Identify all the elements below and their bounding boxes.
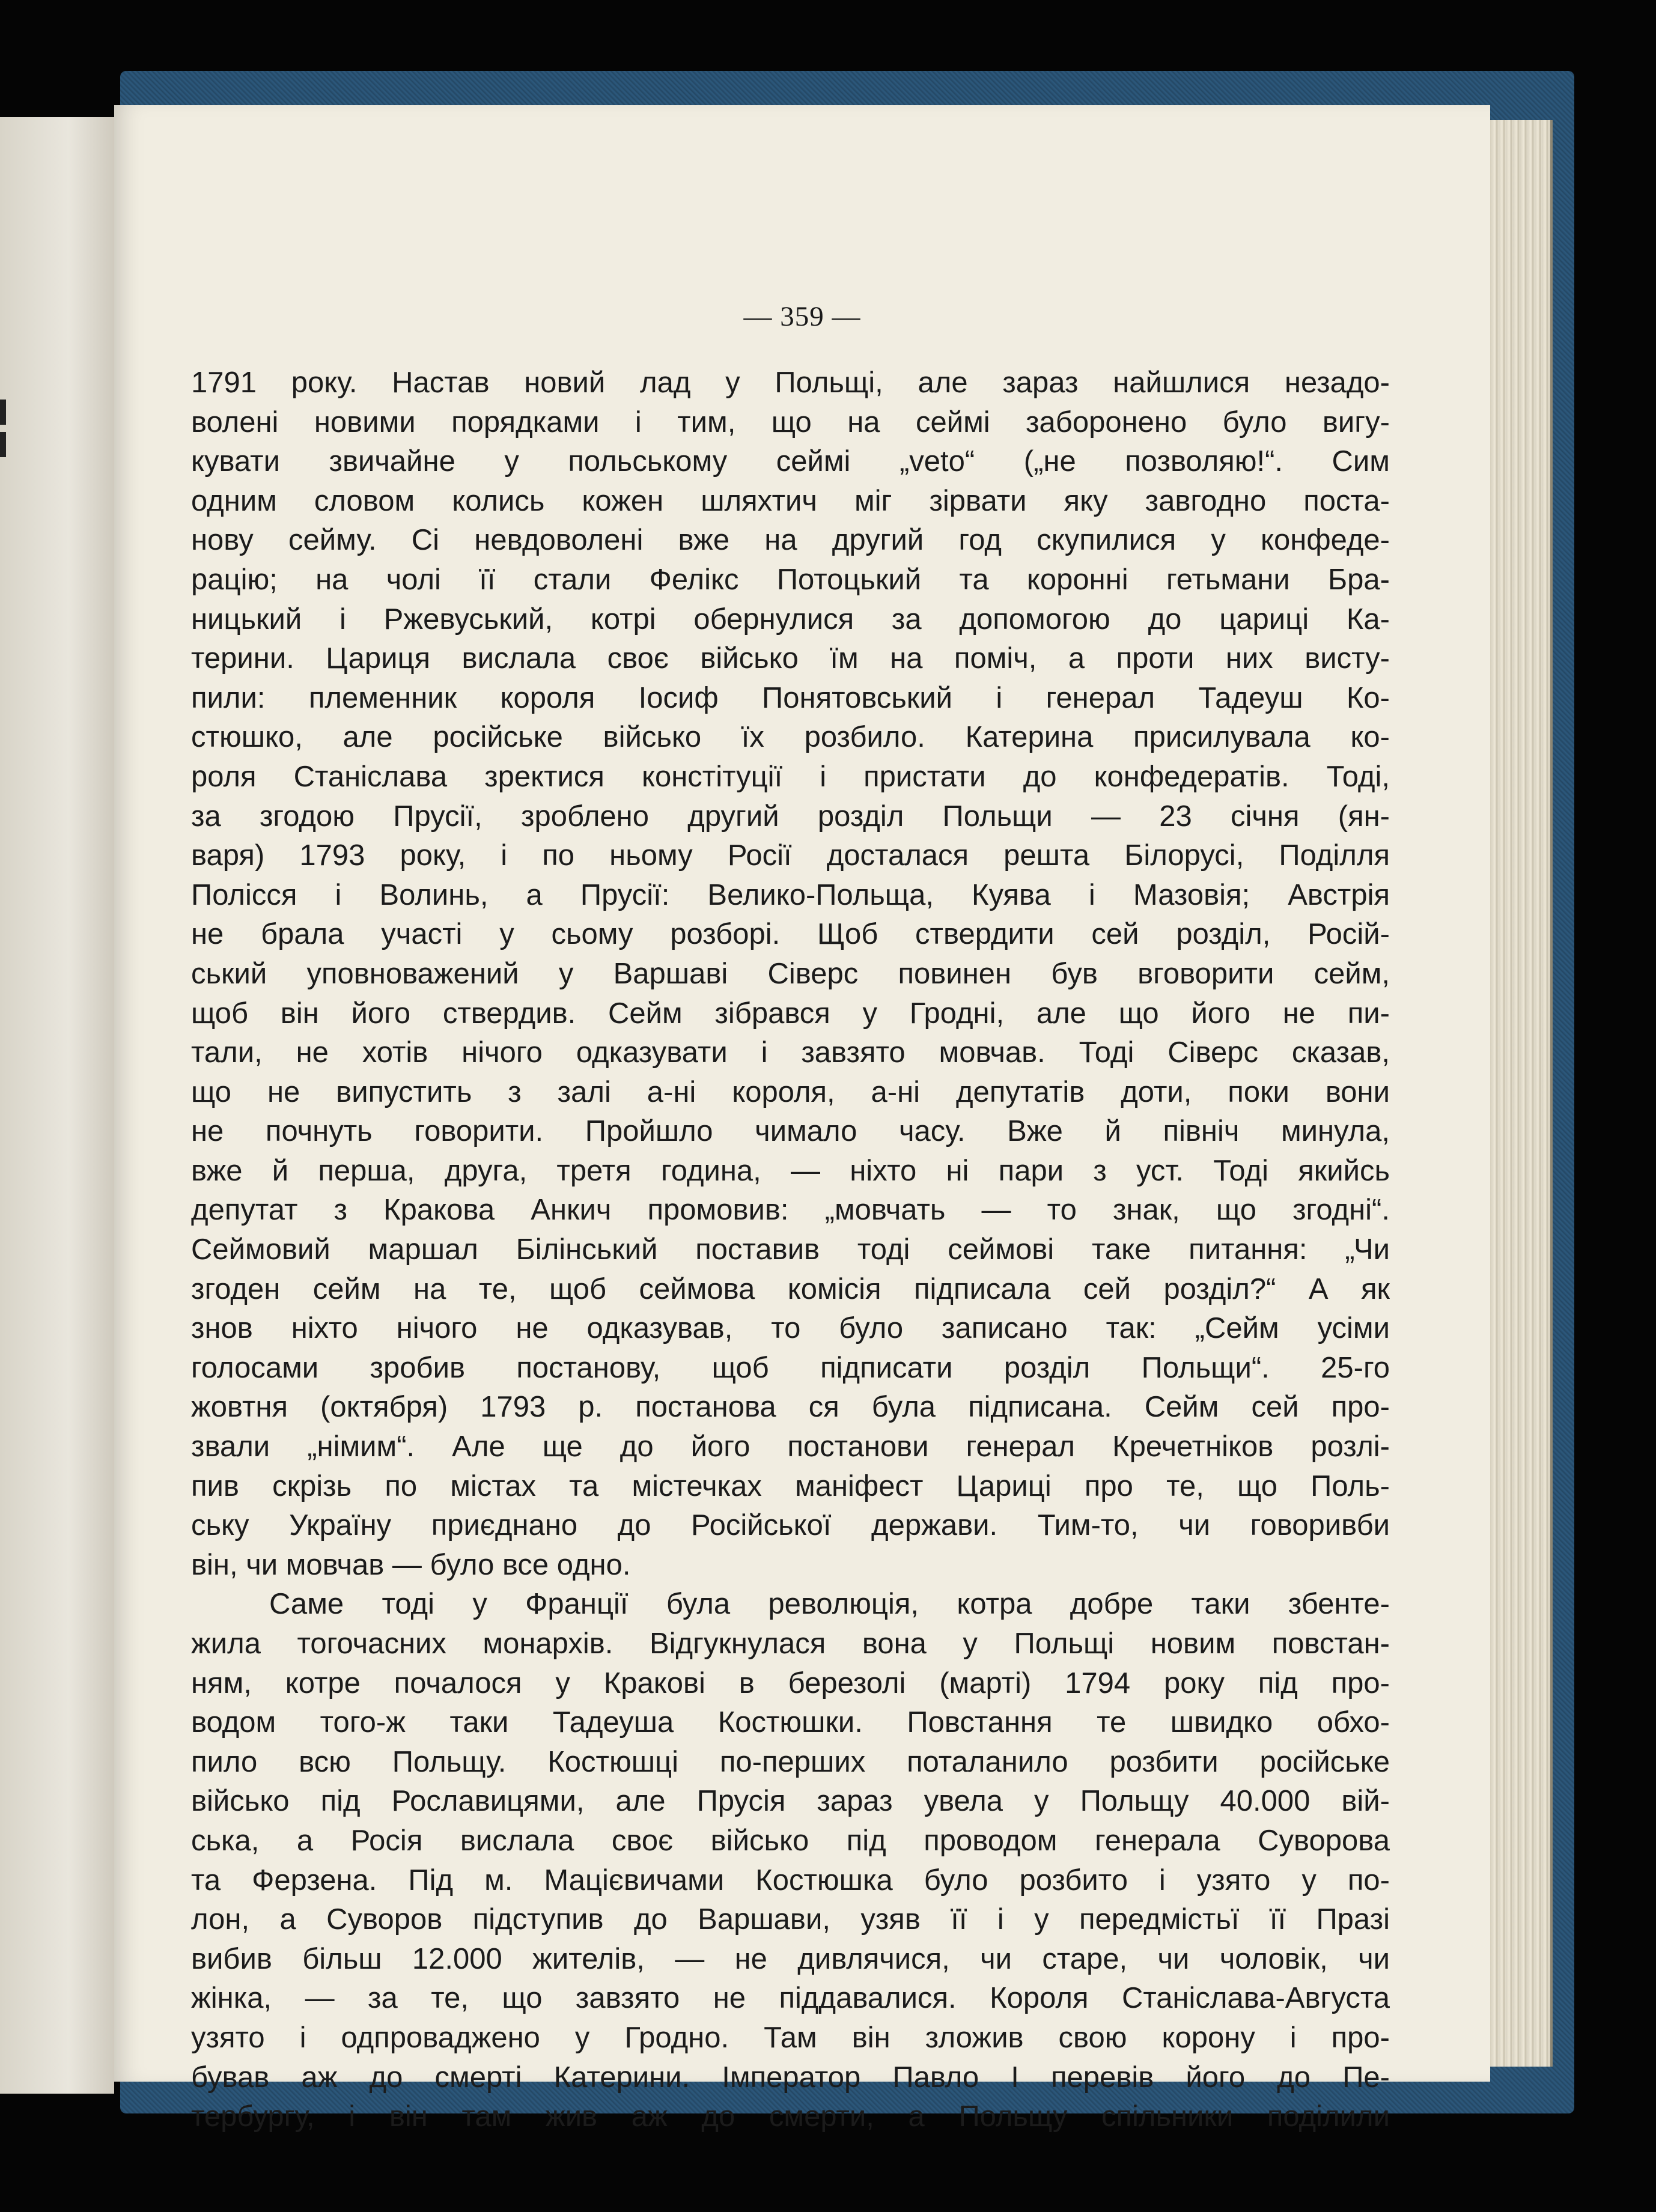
- text-line: волені новими порядками і тим, що на сеймі заборонено було вигу-: [191, 406, 1390, 439]
- text-line: водом того-ж таки Тадеуша Костюшки. Повстання те швидко обхо-: [191, 1706, 1390, 1739]
- text-line: лон, а Суворов підступив до Варшави, узяв її і у передмістьї її Празі: [191, 1903, 1390, 1936]
- text-line: жовтня (октября) 1793 р. постанова ся була підписана. Сейм сей про-: [191, 1391, 1390, 1424]
- text-line: він, чи мовчав — було все одно.: [191, 1548, 631, 1581]
- text-line: жінка, — за те, що завзято не піддавалися. Короля Станіслава-Августа: [191, 1982, 1390, 2015]
- text-line: вже й перша, друга, третя година, — ніхто ні пари з уст. Тоді якийсь: [191, 1154, 1390, 1187]
- text-line: що не випустить з залі а-ні короля, а-ні депутатів доти, поки вони: [191, 1075, 1390, 1108]
- text-line: згоден сейм на те, щоб сеймова комісія підписала сей розділ?“ А як: [191, 1272, 1390, 1305]
- text-line: пив скрізь по містах та містечках маніфест Цариці про те, що Поль-: [191, 1469, 1390, 1503]
- text-line: Сеймовий маршал Білінський поставив тоді сеймові таке питання: „Чи: [191, 1233, 1390, 1266]
- paragraph-1: [191, 363, 1390, 1585]
- text-line: пили: племенник короля Іосиф Понятовський і генерал Тадеуш Ко-: [191, 681, 1390, 714]
- text-line: та Ферзена. Під м. Мацієвичами Костюшка було розбито і узято у по-: [191, 1864, 1390, 1897]
- text-line: рацію; на чолі її стали Фелікс Потоцький та коронні гетьмани Бра-: [191, 563, 1390, 596]
- text-line: кувати звичайне у польському сеймі „veto“ („не позволяю!“. Сим: [191, 445, 1390, 478]
- text-line: голосами зробив постанову, щоб підписати розділ Польщи“. 25-го: [191, 1351, 1390, 1384]
- text-line: тали, не хотів нічого одказувати і завзято мовчав. Тоді Сіверс сказав,: [191, 1036, 1390, 1069]
- text-line: вибив більш 12.000 жителів, — не дивлячися, чи старе, чи чоловік, чи: [191, 1942, 1390, 1975]
- text-line: ський уповноважений у Варшаві Сіверс повинен був вговорити сейм,: [191, 957, 1390, 990]
- text-line: ська, а Росія вислала своє військо під проводом генерала Суворова: [191, 1824, 1390, 1857]
- text-line: одним словом колись кожен шляхтич міг зірвати яку завгодно поста-: [191, 484, 1390, 517]
- text-line: тербургу, і він там жив аж до смерти, а Польщу спільники поділили: [191, 2100, 1390, 2133]
- text-line: депутат з Кракова Анкич промовив: „мовчать — то знак, що згодні“.: [191, 1194, 1390, 1227]
- left-facing-page: [0, 117, 114, 2094]
- text-line: 1791 року. Настав новий лад у Польщі, але зараз найшлися незадо-: [191, 366, 1390, 399]
- text-line: ську Україну приєднано до Російської держави. Тим-то, чи говоривби: [191, 1509, 1390, 1542]
- text-line: не почнуть говорити. Пройшло чимало часу. Вже й північ минула,: [191, 1115, 1390, 1148]
- page-number: — 359 —: [743, 301, 861, 332]
- left-page-text-fragments: [0, 400, 8, 490]
- text-line: за згодою Прусії, зроблено другий розділ Польщи — 23 січня (ян-: [191, 800, 1390, 833]
- text-line: Саме тоді у Франції була революція, котра добре таки збенте-: [269, 1588, 1390, 1621]
- text-line: жила тогочасних монархів. Відгукнулася вона у Польщі новим повстан-: [191, 1627, 1390, 1660]
- text-line: Полісся і Волинь, а Прусії: Велико-Польща, Куява і Мазовія; Австрія: [191, 878, 1390, 911]
- text-line: нову сейму. Сі невдоволені вже на другий год скупилися у конфеде-: [191, 524, 1390, 557]
- text-line: узято і одпроваджено у Гродно. Там він зложив свою корону і про-: [191, 2021, 1390, 2054]
- text-line: ницький і Ржевуський, котрі обернулися за допомогою до цариці Ка-: [191, 603, 1390, 636]
- text-line: ням, котре почалося у Кракові в березолі (марті) 1794 року під про-: [191, 1667, 1390, 1700]
- book-page: [114, 105, 1490, 2133]
- paragraph-2: [191, 1585, 1390, 2136]
- text-line: щоб він його ствердив. Сейм зібрався у Гродні, але що його не пи-: [191, 997, 1390, 1030]
- page-edges: [1484, 120, 1553, 2067]
- text-line: варя) 1793 року, і по ньому Росії досталася решта Білорусі, Поділля: [191, 839, 1390, 872]
- text-line: військо під Рославицями, але Прусія зараз увела у Польщу 40.000 вій-: [191, 1785, 1390, 1818]
- text-line: стюшко, але російське військо їх розбило. Катерина присилувала ко-: [191, 721, 1390, 754]
- text-line: знов ніхто нічого не одказував, то було записано так: „Сейм усіми: [191, 1312, 1390, 1345]
- text-line: не брала участі у сьому розборі. Щоб ствердити сей розділ, Росій-: [191, 918, 1390, 951]
- page-text: [191, 363, 1390, 2137]
- text-line: звали „німим“. Але ще до його постанови генерал Кречетніков розлі-: [191, 1430, 1390, 1463]
- text-line: роля Станіслава зректися констітуції і пристати до конфедератів. Тоді,: [191, 760, 1390, 793]
- text-line: бував аж до смерті Катерини. Імператор Павло І перевів його до Пе-: [191, 2061, 1390, 2094]
- text-line: терини. Цариця вислала своє військо їм на поміч, а проти них висту-: [191, 642, 1390, 675]
- text-line: пило всю Польщу. Костюшці по-перших поталанило розбити російське: [191, 1745, 1390, 1778]
